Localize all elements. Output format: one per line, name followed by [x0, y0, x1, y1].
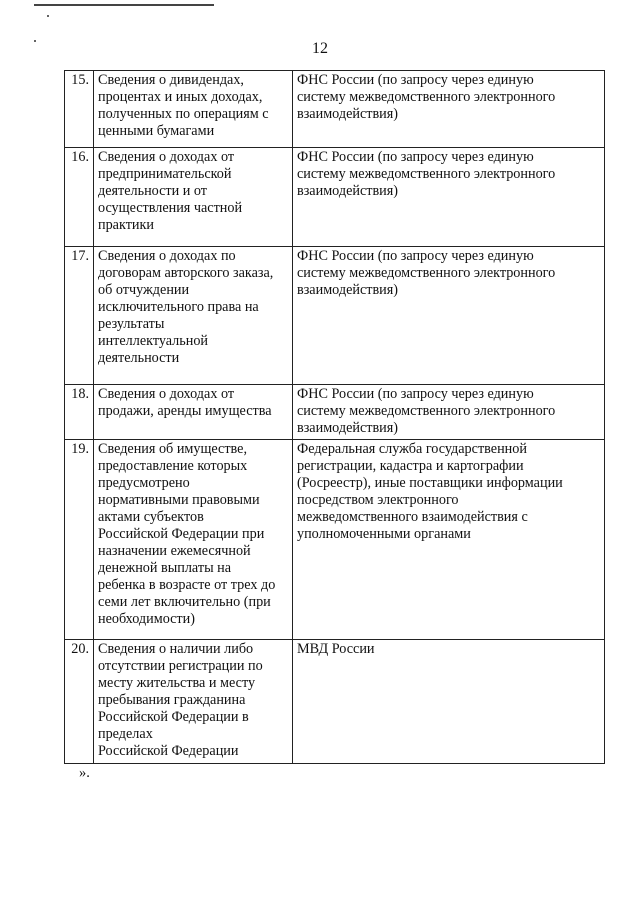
source-cell — [293, 71, 605, 148]
source-text: ФНС России (по запросу через единую систему межведомственного электронного взаимодействия) — [297, 248, 556, 298]
source-cell — [293, 148, 605, 247]
source-cell — [293, 640, 605, 764]
closing-quote-mark: ». — [79, 765, 90, 781]
info-text: Сведения об имуществе, предоставление которых предусмотрено нормативными правовыми актами субъектов Российской Федерации при назначении ежемесячной денежной выплаты на ребенка в возрасте от трех до семи лет включительно (при необходимости) — [98, 441, 276, 627]
row-number: 15. — [65, 71, 94, 148]
scan-artifact-dot — [47, 15, 49, 17]
source-text: ФНС России (по запросу через единую систему межведомственного электронного взаимодействия) — [297, 386, 556, 436]
info-cell — [94, 247, 293, 385]
row-number: 19. — [65, 440, 94, 640]
info-cell — [94, 640, 293, 764]
info-text: Сведения о доходах по договорам авторского заказа, об отчуждении исключительного права на результаты интеллектуальной деятельности — [98, 248, 274, 366]
scan-artifact-line — [34, 4, 214, 6]
row-number: 20. — [65, 640, 94, 764]
table-row — [65, 247, 605, 385]
table-row — [65, 148, 605, 247]
source-cell — [293, 440, 605, 640]
row-number: 17. — [65, 247, 94, 385]
source-cell — [293, 247, 605, 385]
info-text: Сведения о наличии либо отсутствии регистрации по месту жительства и месту пребывания гражданина Российской Федерации в пределах Российской Федерации — [98, 641, 263, 759]
info-cell — [94, 71, 293, 148]
source-text: Федеральная служба государственной регистрации, кадастра и картографии (Росреестр), иные поставщики информации посредством электронного межведомственного взаимодействия с уполномоченными органами — [297, 441, 563, 542]
table-row — [65, 440, 605, 640]
table-row — [65, 71, 605, 148]
source-text: ФНС России (по запросу через единую систему межведомственного электронного взаимодействия) — [297, 149, 556, 199]
row-number: 16. — [65, 148, 94, 247]
info-cell — [94, 440, 293, 640]
info-text: Сведения о доходах от предпринимательской деятельности и от осуществления частной практики — [98, 149, 243, 233]
table-row — [65, 640, 605, 764]
info-text: Сведения о дивидендах, процентах и иных доходах, полученных по операциям с ценными бумагами — [98, 72, 269, 139]
data-sources-table — [64, 70, 605, 764]
table-row — [65, 385, 605, 440]
info-text: Сведения о доходах от продажи, аренды имущества — [98, 386, 272, 419]
info-cell — [94, 385, 293, 440]
source-text: МВД России — [297, 641, 375, 657]
source-text: ФНС России (по запросу через единую систему межведомственного электронного взаимодействия) — [297, 72, 556, 122]
info-cell — [94, 148, 293, 247]
source-cell — [293, 385, 605, 440]
row-number: 18. — [65, 385, 94, 440]
page-number: 12 — [312, 40, 328, 57]
